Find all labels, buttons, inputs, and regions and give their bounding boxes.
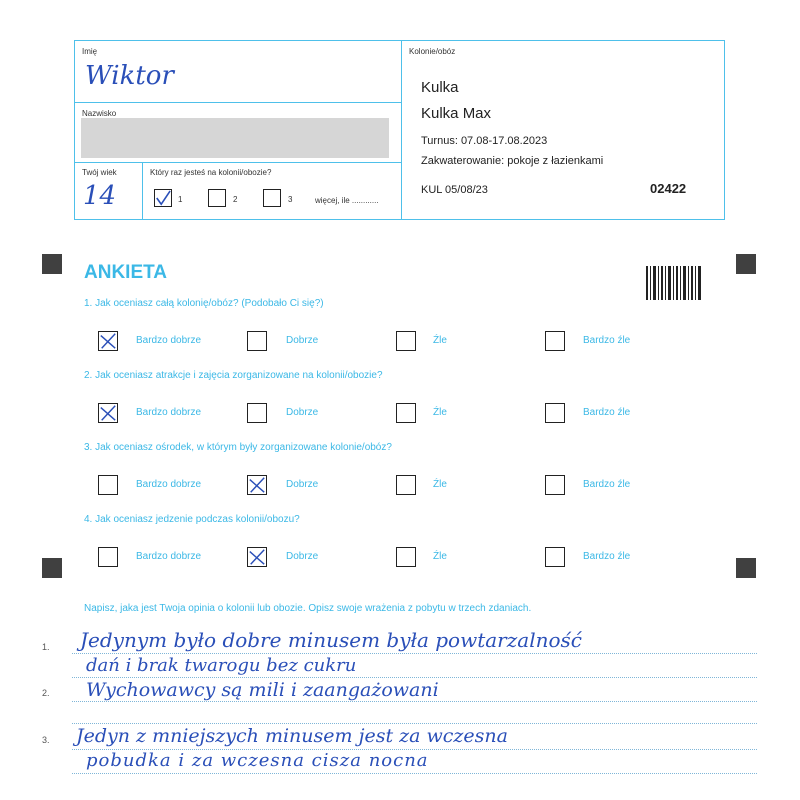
times-label-2: 2	[233, 195, 238, 204]
turnus: Turnus: 07.08-17.08.2023	[421, 135, 548, 147]
form-number: 02422	[650, 181, 687, 196]
times-checkbox-3[interactable]	[263, 189, 281, 207]
answer-checkbox[interactable]	[396, 331, 416, 351]
first-name-value: Wiktor	[85, 61, 174, 91]
which-time-label: Który raz jesteś na kolonii/obozie?	[150, 168, 272, 177]
option-label: Bardzo źle	[583, 407, 631, 418]
option-label: Bardzo dobrze	[136, 407, 202, 418]
times-label-3: 3	[288, 195, 293, 204]
question-text: 1. Jak oceniasz całą kolonię/obóz? (Podobało Ci się?)	[84, 298, 324, 309]
answer-line	[72, 722, 757, 724]
answer-text: Wychowawcy są mili i zaangażowani	[86, 679, 439, 701]
divider	[401, 41, 402, 219]
option-label: Bardzo źle	[583, 479, 631, 490]
option-label: Bardzo źle	[583, 335, 631, 346]
question-text: 4. Jak oceniasz jedzenie podczas kolonii/obozu?	[84, 514, 300, 525]
answer-checkbox[interactable]	[98, 331, 118, 351]
answer-checkbox[interactable]	[396, 547, 416, 567]
corner-marker	[736, 558, 756, 578]
divider	[142, 162, 143, 219]
camp-name: Kulka	[421, 79, 459, 96]
answer-text: pobudka i za wczesna cisza nocna	[86, 750, 429, 771]
option-label: Dobrze	[286, 335, 319, 346]
line-number: 2.	[42, 688, 50, 698]
option-label: Bardzo dobrze	[136, 335, 202, 346]
code: KUL 05/08/23	[421, 184, 488, 196]
check-mark-icon	[99, 404, 117, 422]
check-mark-icon	[248, 548, 266, 566]
check-mark-icon	[155, 190, 171, 206]
age-label: Twój wiek	[82, 168, 117, 177]
answer-line	[72, 676, 757, 678]
option-label: Dobrze	[286, 551, 319, 562]
question-text: 2. Jak oceniasz atrakcje i zajęcia zorganizowane na kolonii/obozie?	[84, 370, 383, 381]
option-label: Dobrze	[286, 407, 319, 418]
age-value: 14	[83, 181, 117, 211]
times-checkbox-2[interactable]	[208, 189, 226, 207]
answer-line	[72, 652, 757, 654]
accommodation: Zakwaterowanie: pokoje z łazienkami	[421, 155, 604, 167]
answer-checkbox[interactable]	[98, 403, 118, 423]
times-label-1: 1	[178, 195, 183, 204]
divider	[75, 102, 401, 103]
option-label: Bardzo źle	[583, 551, 631, 562]
option-label: Źle	[433, 335, 447, 346]
answer-checkbox[interactable]	[545, 547, 565, 567]
option-label: Źle	[433, 551, 447, 562]
answer-checkbox[interactable]	[545, 475, 565, 495]
answer-checkbox[interactable]	[247, 547, 267, 567]
camp-subname: Kulka Max	[421, 105, 492, 122]
option-label: Dobrze	[286, 479, 319, 490]
answer-checkbox[interactable]	[247, 403, 267, 423]
answer-checkbox[interactable]	[247, 475, 267, 495]
answer-text: dań i brak twarogu bez cukru	[86, 655, 357, 676]
question-text: 3. Jak oceniasz ośrodek, w którym były zorganizowane kolonie/obóz?	[84, 442, 392, 453]
option-label: Bardzo dobrze	[136, 479, 202, 490]
corner-marker	[736, 254, 756, 274]
header-form	[74, 40, 725, 220]
answer-checkbox[interactable]	[247, 331, 267, 351]
camp-label: Kolonie/obóz	[409, 47, 456, 56]
answer-line	[72, 772, 757, 774]
check-mark-icon	[248, 476, 266, 494]
option-label: Źle	[433, 479, 447, 490]
times-checkbox-1[interactable]	[154, 189, 172, 207]
answer-text: Jedyn z mniejszych minusem jest za wczesna	[76, 725, 508, 747]
answer-text: Jedynym było dobre minusem była powtarzalność	[80, 628, 582, 652]
redacted-last-name	[81, 118, 389, 158]
last-name-label: Nazwisko	[82, 109, 117, 118]
answer-checkbox[interactable]	[545, 331, 565, 351]
corner-marker	[42, 254, 62, 274]
answer-checkbox[interactable]	[545, 403, 565, 423]
option-label: Źle	[433, 407, 447, 418]
corner-marker	[42, 558, 62, 578]
line-number: 1.	[42, 642, 50, 652]
survey-title: ANKIETA	[84, 262, 168, 283]
answer-checkbox[interactable]	[396, 475, 416, 495]
opinion-prompt: Napisz, jaka jest Twoja opinia o kolonii lub obozie. Opisz swoje wrażenia z pobytu w trzech zdaniach.	[84, 603, 532, 614]
divider	[75, 162, 401, 163]
answer-checkbox[interactable]	[98, 475, 118, 495]
line-number: 3.	[42, 735, 50, 745]
more-times-label: więcej, ile ............	[315, 196, 379, 205]
first-name-label: Imię	[82, 47, 98, 56]
check-mark-icon	[99, 332, 117, 350]
answer-checkbox[interactable]	[98, 547, 118, 567]
answer-checkbox[interactable]	[396, 403, 416, 423]
option-label: Bardzo dobrze	[136, 551, 202, 562]
barcode-icon	[646, 266, 702, 300]
